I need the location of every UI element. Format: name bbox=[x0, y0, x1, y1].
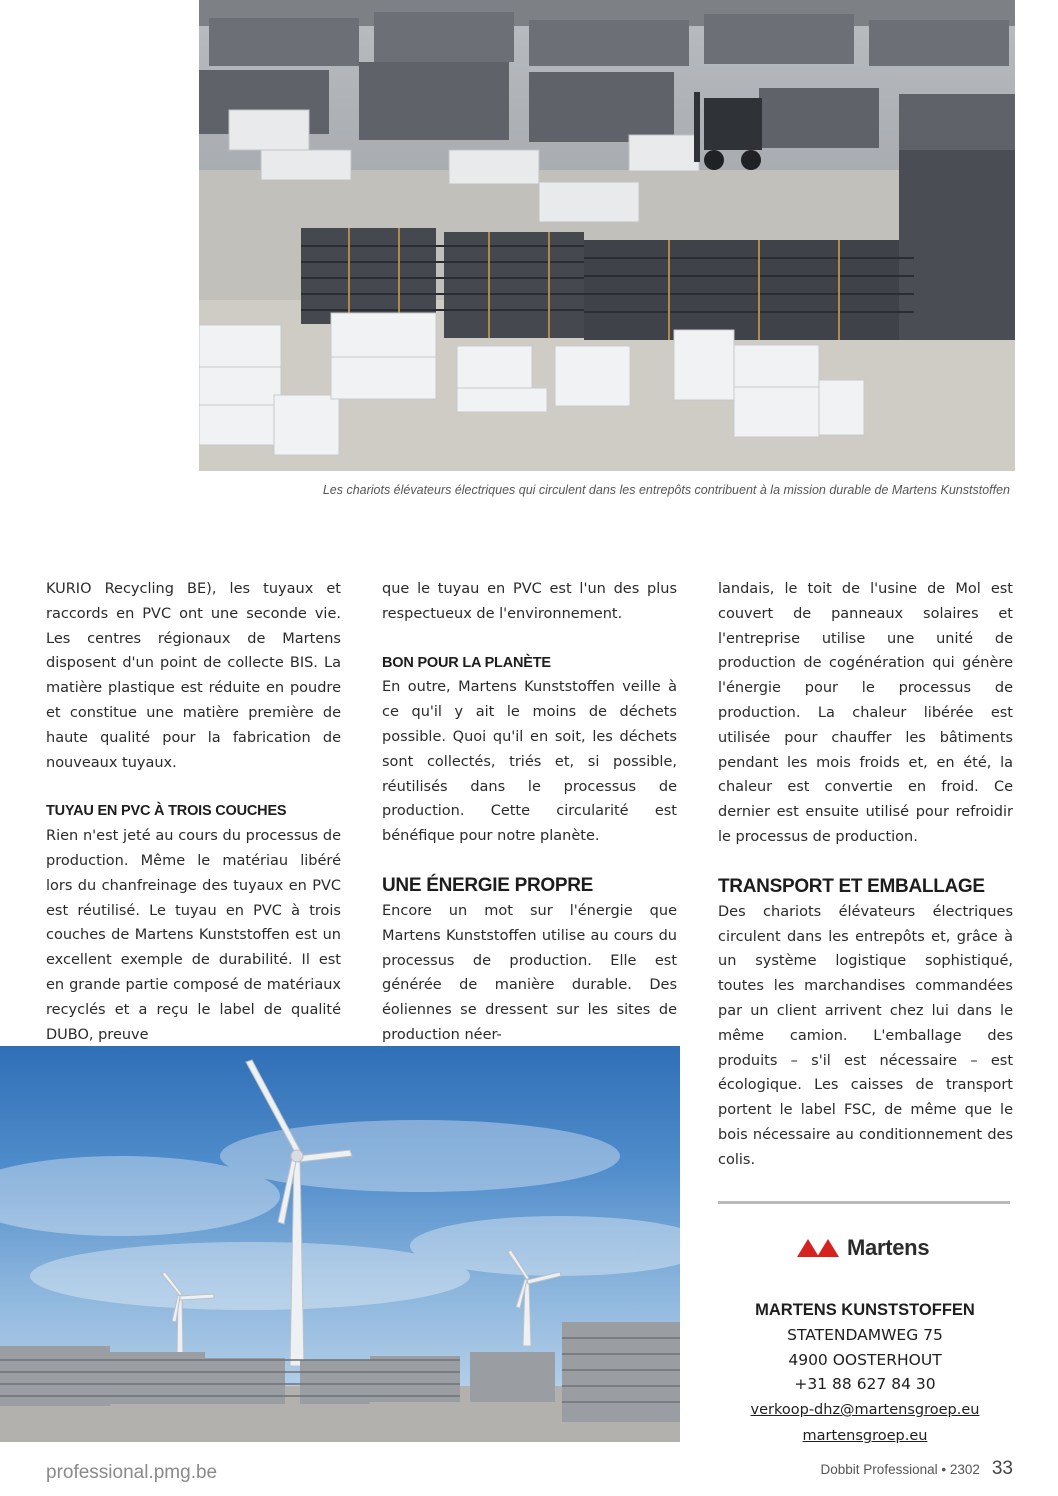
article-column-2 bbox=[382, 577, 677, 1048]
section-heading: TUYAU EN PVC À TROIS COUCHES bbox=[46, 803, 287, 820]
street-address: STATENDAMWEG 75 bbox=[787, 1325, 943, 1344]
city-address: 4900 OOSTERHOUT bbox=[788, 1350, 942, 1369]
paragraph: landais, le toit de l'usine de Mol est couvert de panneaux solaires et l'entreprise utilise une unité de production de cogénération qui génère l'énergie pour le processus de production. La chaleur libérée est utilisée pour chauffer les bâtiments pendant les mois froids et, en été, la chaleur est convertie en froid. Ce dernier est ensuite utilisé pour refroidir le processus de production. bbox=[718, 581, 1013, 845]
bottom-photo-illustration bbox=[0, 1046, 680, 1442]
logo-text: Martens bbox=[847, 1235, 930, 1260]
magazine-issue: Dobbit Professional • 2302 bbox=[820, 1462, 980, 1477]
paragraph: Des chariots élévateurs électriques circulent dans les entrepôts et, grâce à un système logistique sophistiqué, toutes les marchandises commandées par un client arrivent chez lui dans le même camion. L'emballage des produits – s'il est nécessaire – est écologique. Les caisses de transport portent le label FSC, de même que le bois nécessaire au conditionnement des colis. bbox=[718, 903, 1013, 1168]
section-heading: BON POUR LA PLANÈTE bbox=[382, 654, 551, 671]
martens-triangles-icon bbox=[797, 1238, 841, 1258]
bottom-photo bbox=[0, 1046, 680, 1442]
divider bbox=[718, 1201, 1010, 1204]
paragraph: En outre, Martens Kunststoffen veille à ce qu'il y ait le moins de déchets possible. Quoi qu'il en soit, les déchets sont collectés, triés et, si possible, réutilisés dans le processus de production. Cette circularité est bénéfique pour notre planète. bbox=[382, 679, 677, 845]
paragraph: Encore un mot sur l'énergie que Martens Kunststoffen utilise au cours du processus de production. Elle est générée de manière durable. Des éoliennes se dressent sur les sites de production néer- bbox=[382, 902, 677, 1043]
company-name: MARTENS KUNSTSTOFFEN bbox=[755, 1301, 975, 1319]
paragraph: que le tuyau en PVC est l'un des plus respectueux de l'environnement. bbox=[382, 581, 677, 622]
email-link[interactable]: verkoop-dhz@martensgroep.eu bbox=[750, 1402, 980, 1419]
forklift bbox=[694, 92, 762, 170]
paragraph: Rien n'est jeté au cours du processus de production. Même le matériau libéré lors du chanfreinage des tuyaux en PVC est réutilisé. Le tuyau en PVC à trois couches de Martens Kunststoffen est un excellent exemple de durabilité. Il est en grande partie composé de matériaux recyclés et a reçu le label de qualité DUBO, preuve bbox=[46, 828, 341, 1043]
top-photo-caption: Les chariots élévateurs électriques qui circulent dans les entrepôts contribuent à la mission durable de Martens Kunststoffen bbox=[322, 483, 1010, 497]
page-number: 33 bbox=[991, 1458, 1013, 1479]
contact-block bbox=[718, 1298, 1012, 1449]
website-link[interactable]: martensgroep.eu bbox=[802, 1427, 928, 1444]
top-photo bbox=[199, 0, 1015, 471]
footer-info bbox=[821, 1458, 1013, 1480]
phone-number: +31 88 627 84 30 bbox=[794, 1375, 936, 1394]
footer-site: professional.pmg.be bbox=[46, 1462, 218, 1483]
article-column-1 bbox=[46, 577, 341, 1047]
section-heading: UNE ÉNERGIE PROPRE bbox=[382, 874, 594, 896]
top-photo-illustration bbox=[199, 0, 1015, 471]
paragraph: KURIO Recycling BE), les tuyaux et raccords en PVC ont une seconde vie. Les centres régionaux de Martens disposent d'un point de collecte BIS. La matière plastique est réduite en poudre et constitue une matière première de haute qualité pour la fabrication de nouveaux tuyaux. bbox=[46, 581, 341, 771]
section-heading: TRANSPORT ET EMBALLAGE bbox=[718, 875, 985, 897]
article-column-3 bbox=[718, 577, 1013, 1173]
martens-logo bbox=[797, 1234, 929, 1262]
